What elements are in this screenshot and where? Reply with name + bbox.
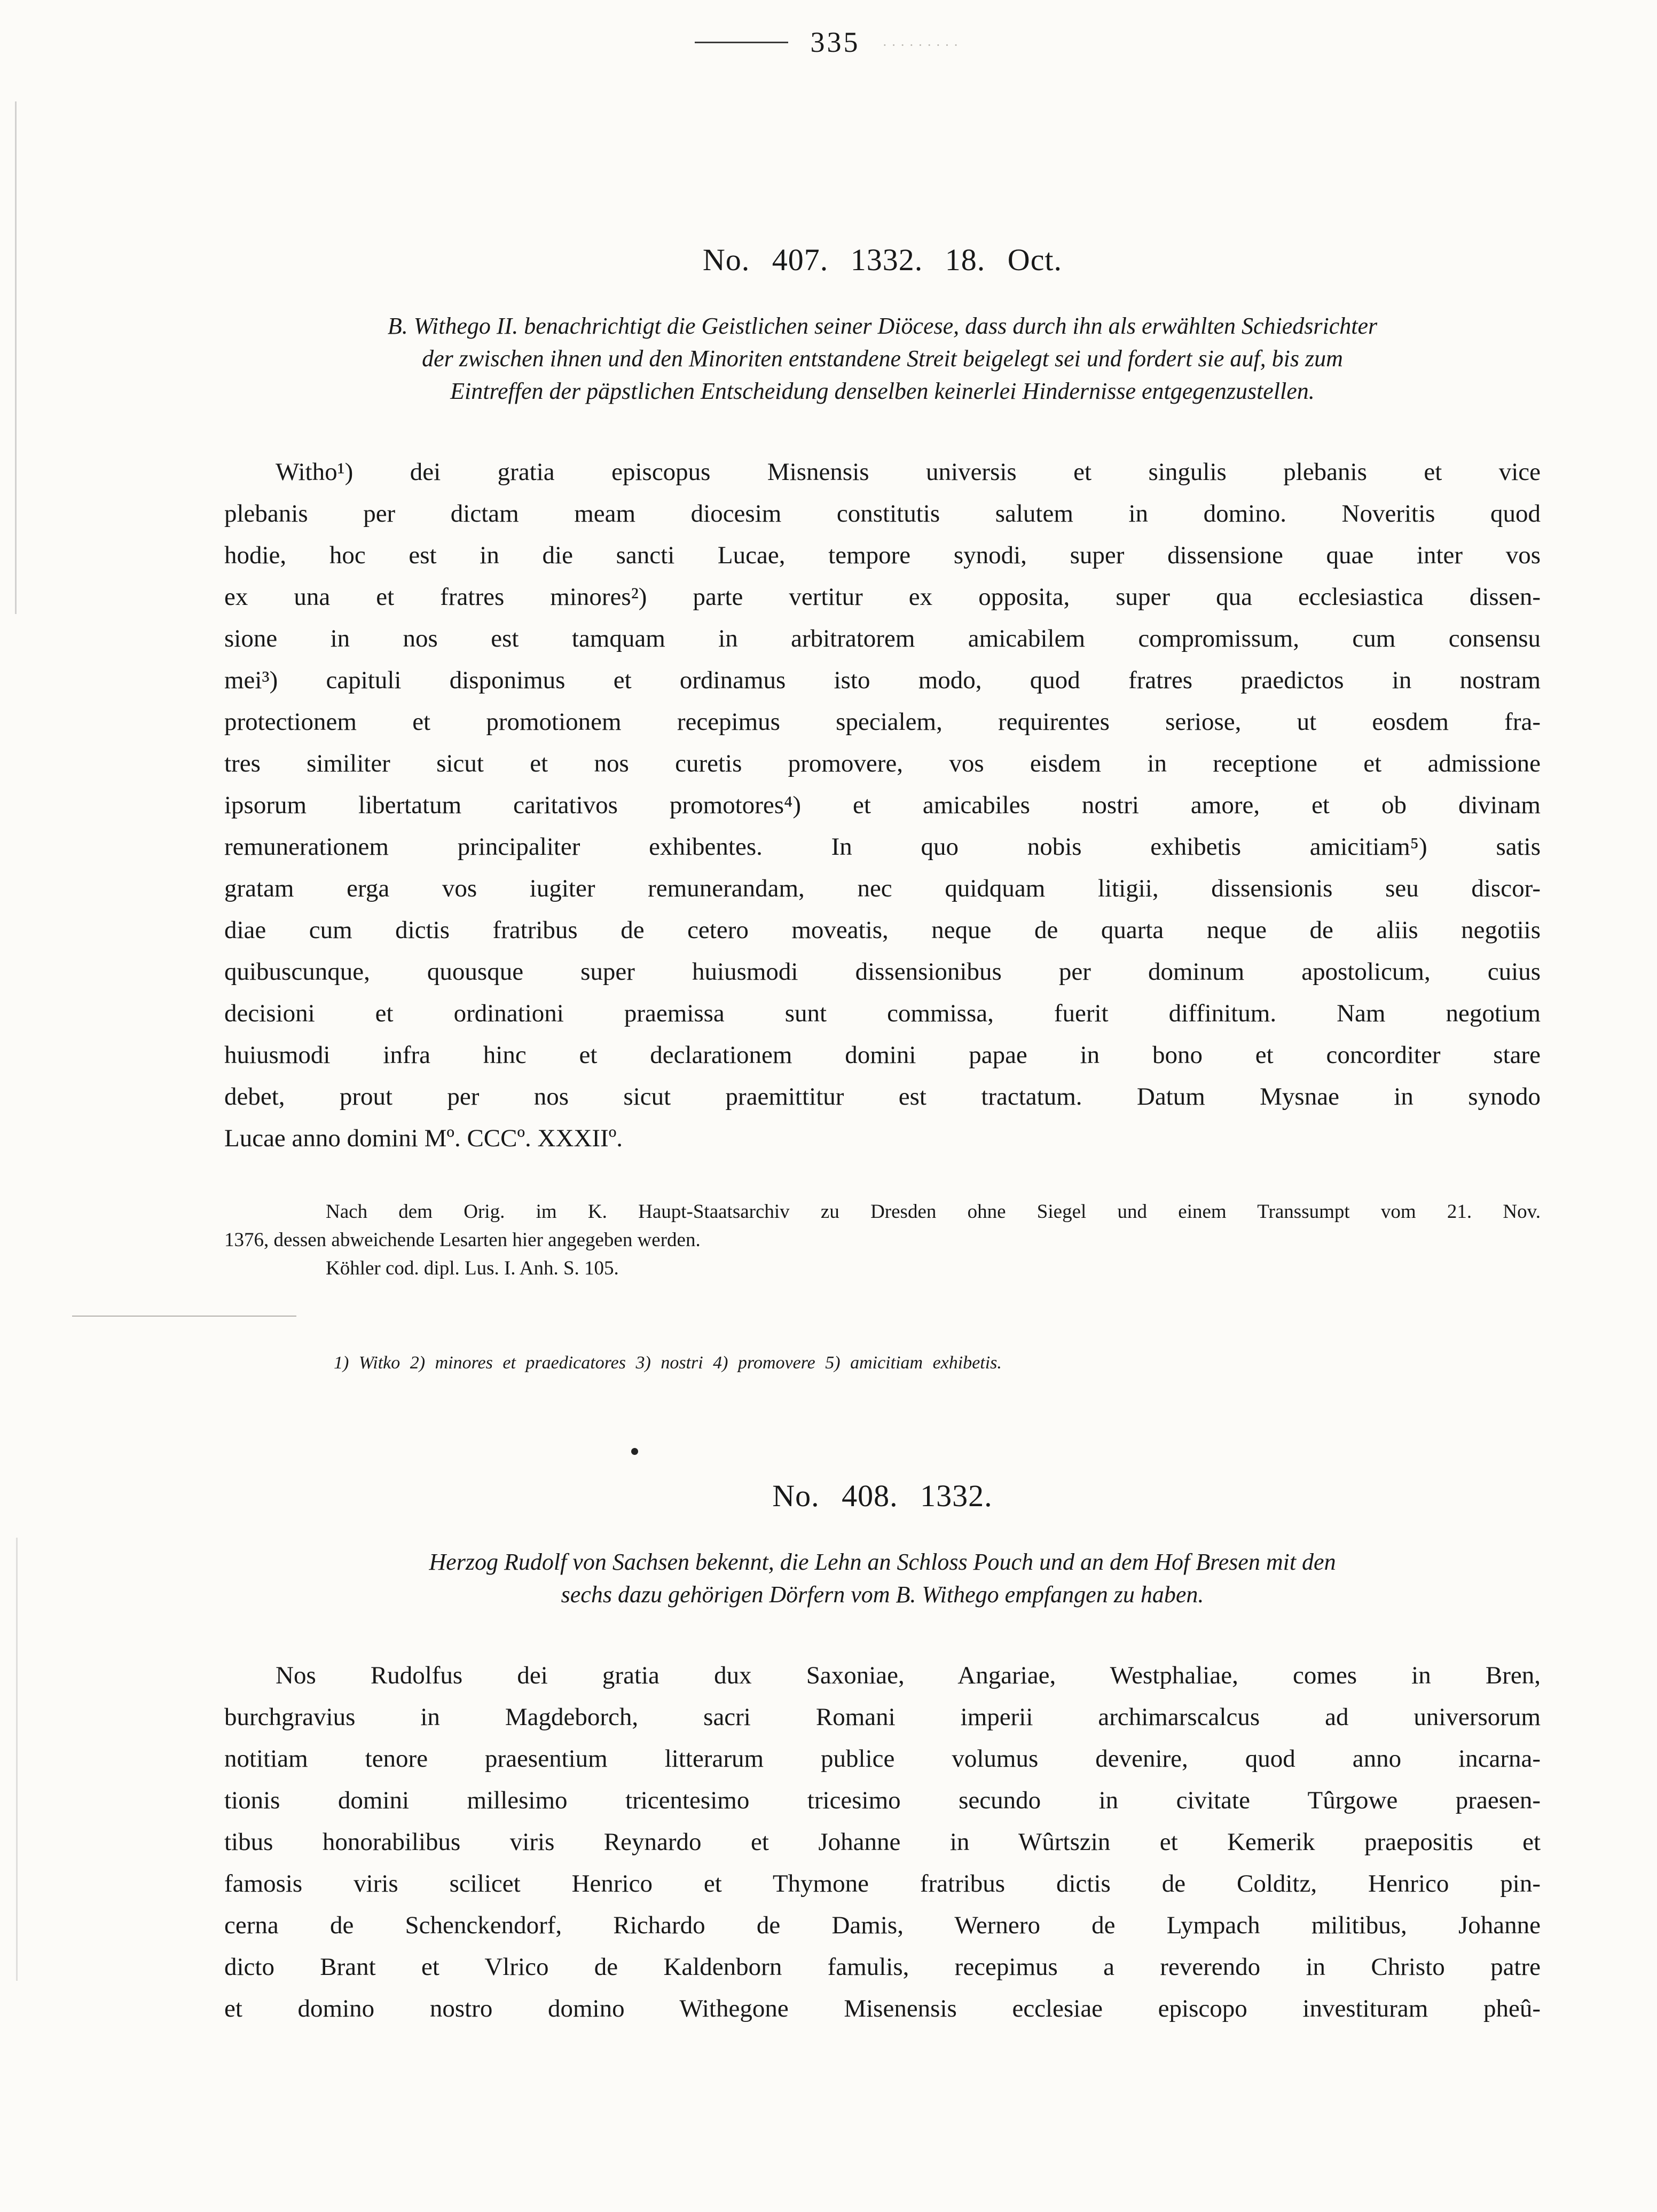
source-notes [224,1198,1541,1282]
text-line: ipsorum libertatum caritativos promotores⁴) et amicabiles nostri amore, et ob divinam [224,791,1541,819]
entry-407 [224,241,1541,1373]
text-line: Nos Rudolfus dei gratia dux Saxoniae, Angariae, Westphaliae, comes in Bren, [276,1662,1541,1689]
text-line: decisioni et ordinationi praemissa sunt commissa, fuerit diffinitum. Nam negotium [224,999,1541,1027]
text-line: notitiam tenore praesentium litterarum publice volumus devenire, quod anno incarna- [224,1745,1541,1773]
text-line: mei³) capituli disponimus et ordinamus isto modo, quod fratres praedictos in nostram [224,666,1541,694]
text-line: diae cum dictis fratribus de cetero moveatis, neque de quarta neque de aliis negotiis [224,916,1541,944]
text-line: ex una et fratres minores²) parte vertitur ex opposita, super qua ecclesiastica dissen- [224,583,1541,611]
footnote-separator-rule [72,1316,296,1317]
text-line: sechs dazu gehörigen Dörfern vom B. Withego empfangen zu haben. [561,1581,1204,1608]
text-line: tibus honorabilibus viris Reynardo et Johanne in Wûrtszin et Kemerik praepositis et [224,1828,1541,1856]
text-line: huiusmodi infra hinc et declarationem domini papae in bono et concorditer stare [224,1041,1541,1069]
text-line: cerna de Schenckendorf, Richardo de Damis, Wernero de Lympach militibus, Johanne [224,1911,1541,1939]
text-line: Herzog Rudolf von Sachsen bekennt, die Lehn an Schloss Pouch und an dem Hof Bresen mit den [429,1549,1336,1575]
header-dots-artifact: ········· [882,37,963,53]
entry-body-text [224,1655,1541,2029]
text-line: Eintreffen der päpstlichen Entscheidung denselben keinerlei Hindernisse entgegenzustellen. [450,378,1315,404]
text-line: famosis viris scilicet Henrico et Thymone fratribus dictis de Colditz, Henrico pin- [224,1870,1541,1898]
entry-summary [224,310,1541,407]
text-line: hodie, hoc est in die sancti Lucae, tempore synodi, super dissensione quae inter vos [224,541,1541,569]
entry-body-text [224,451,1541,1159]
scan-edge-line [15,101,17,614]
text-line: et domino nostro domino Withegone Misenensis ecclesiae episcopo investituram pheû- [224,1995,1541,2022]
text-line: tres similiter sicut et nos curetis promovere, vos eisdem in receptione et admissione [224,750,1541,777]
text-line: plebanis per dictam meam diocesim constitutis salutem in domino. Noveritis quod [224,500,1541,528]
footnotes: 1) Witko 2) minores et praedicatores 3) nostri 4) promovere 5) amicitiam exhibetis. [334,1353,1002,1373]
text-line: Lucae anno domini Mº. CCCº. XXXIIº. [224,1124,623,1152]
text-line: dicto Brant et Vlrico de Kaldenborn famulis, recepimus a reverendo in Christo patre [224,1953,1541,1981]
text-line: protectionem et promotionem recepimus specialem, requirentes seriose, ut eosdem fra- [224,708,1541,736]
page-body [224,0,1541,2029]
text-line: debet, prout per nos sicut praemittitur est tractatum. Datum Mysnae in synodo [224,1083,1541,1111]
text-line: gratam erga vos iugiter remunerandam, nec quidquam litigii, dissensionis seu discor- [224,875,1541,902]
text-line: Köhler cod. dipl. Lus. I. Anh. S. 105. [326,1257,619,1279]
text-line: 1376, dessen abweichende Lesarten hier angegeben werden. [224,1229,701,1251]
text-line: remunerationem principaliter exhibentes. In quo nobis exhibetis amicitiam⁵) satis [224,833,1541,861]
text-line: B. Withego II. benachrichtigt die Geistlichen seiner Diöcese, dass durch ihn als erwählten Schiedsrichter [387,313,1378,339]
scan-edge-line [16,1538,18,1981]
entry-heading: No. 407. 1332. 18. Oct. [702,242,1063,277]
text-line: sione in nos est tamquam in arbitratorem amicabilem compromissum, cum consensu [224,625,1541,652]
text-line: tionis domini millesimo tricentesimo tricesimo secundo in civitate Tûrgowe praesen- [224,1786,1541,1814]
section-divider-dot [631,1448,638,1455]
entry-heading: No. 408. 1332. [772,1478,993,1513]
entry-408 [224,1477,1541,2029]
text-line: Nach dem Orig. im K. Haupt-Staatsarchiv zu Dresden ohne Siegel und einem Transsumpt vom 21. Nov. [326,1201,1541,1223]
text-line: Witho¹) dei gratia episcopus Misnensis universis et singulis plebanis et vice [276,458,1541,486]
text-line: burchgravius in Magdeborch, sacri Romani imperii archimarscalcus ad universorum [224,1703,1541,1731]
text-line: der zwischen ihnen und den Minoriten entstandene Streit beigelegt sei und fordert sie auf, bis zum [422,345,1343,372]
text-line: quibuscunque, quousque super huiusmodi dissensionibus per dominum apostolicum, cuius [224,958,1541,986]
page-number: 335 [810,26,860,58]
entry-summary [224,1546,1541,1611]
